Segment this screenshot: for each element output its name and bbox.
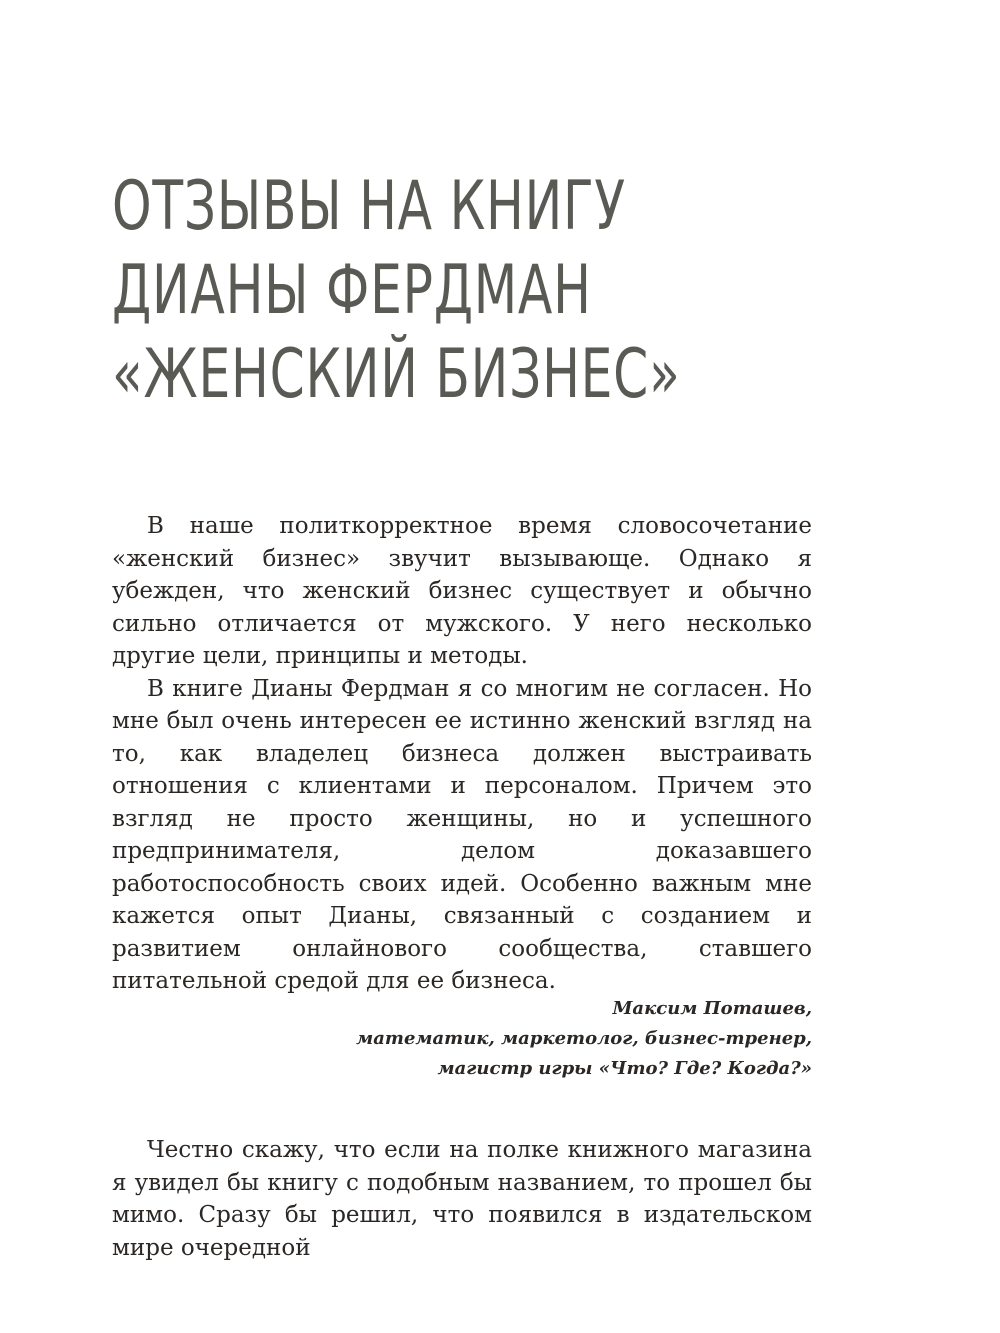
review-1-paragraph-1: В наше политкорректное время словосочетание «женский бизнес» звучит вызывающе. Однако я убежден, что женский бизнес существует и обычно сильно отличается от мужского. У него несколько другие цели, принципы и методы. (112, 513, 812, 669)
title-line-1: ОТЗЫВЫ НА КНИГУ (112, 167, 626, 246)
review-2-paragraph-1: Честно скажу, что если на полке книжного магазина я увидел бы книгу с подобным названием, то прошел бы мимо. Сразу бы решил, что появился в издательском мире очередной (112, 1137, 812, 1261)
review-author-credentials-1: математик, маркетолог, бизнес-тренер, (356, 1028, 812, 1049)
review-author-name: Максим Поташев, (612, 998, 812, 1019)
title-line-2: ДИАНЫ ФЕРДМАН (112, 251, 592, 330)
review-1-attribution (300, 994, 812, 1084)
title-line-3: «ЖЕНСКИЙ БИЗНЕС» (112, 335, 681, 414)
review-2 (112, 1134, 812, 1264)
page-title (112, 165, 681, 417)
review-author-credentials-2: магистр игры «Что? Где? Когда?» (437, 1058, 812, 1079)
review-maxim-potashev (112, 510, 812, 998)
review-1-paragraph-2: В книге Дианы Фердман я со многим не согласен. Но мне был очень интересен ее истинно женский взгляд на то, как владелец бизнеса должен выстраивать отношения с клиентами и персоналом. Причем это взгляд не просто женщины, но и успешного предпринимателя, делом доказавшего работоспособность своих идей. Особенно важным мне кажется опыт Дианы, связанный с созданием и развитием онлайнового сообщества, ставшего питательной средой для ее бизнеса. (112, 675, 812, 994)
